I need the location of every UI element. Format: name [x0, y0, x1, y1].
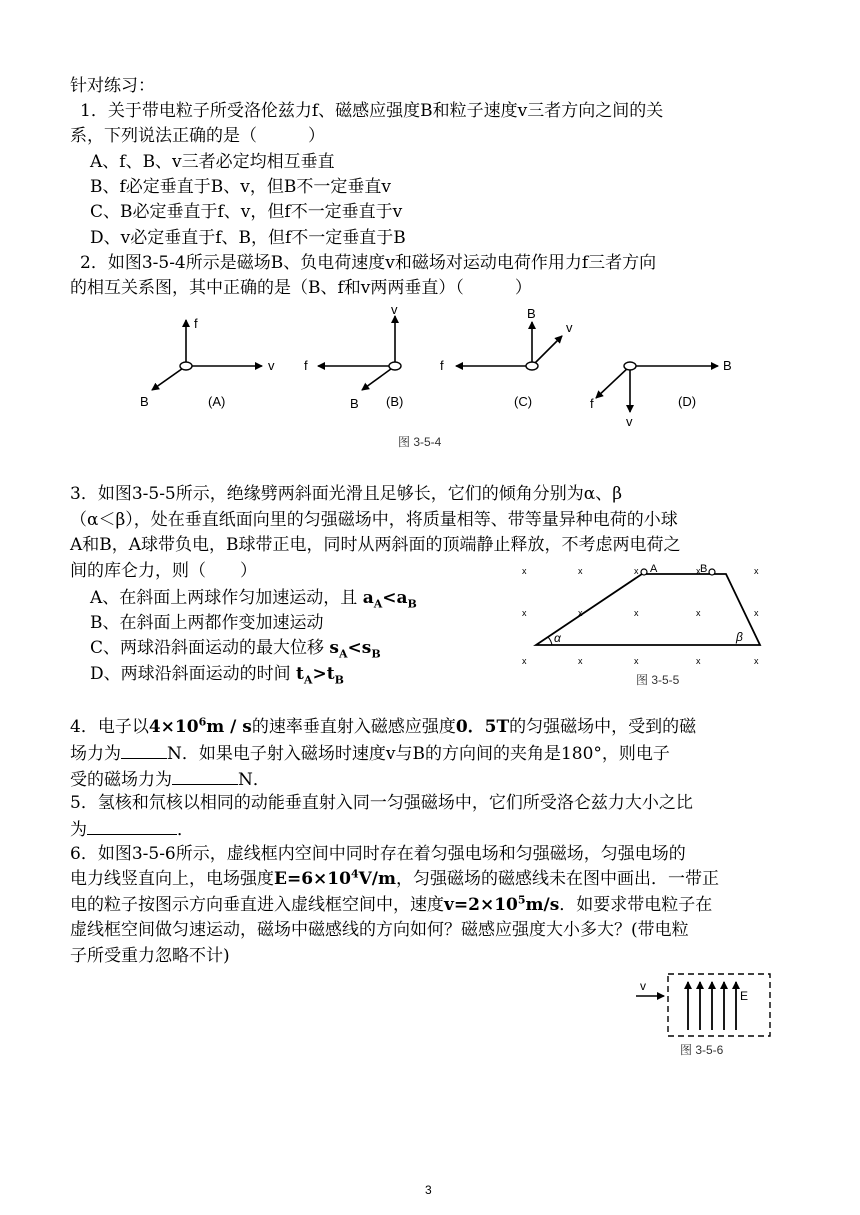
svg-text:x: x	[522, 608, 527, 618]
svg-text:x: x	[696, 566, 701, 576]
svg-text:x: x	[522, 566, 527, 576]
panel-d-f-label: f	[590, 396, 594, 411]
q1-option-a: A、f、B、v三者必定均相互垂直	[90, 152, 335, 172]
panel-c-caption: (C)	[514, 394, 533, 409]
q4-line2: 场力为 N．如果电子射入磁场时速度v与B的方向间的夹角是180°，则电子	[70, 740, 670, 766]
q4-answer-blank-2[interactable]	[172, 766, 238, 785]
q1-option-c: C、B必定垂直于f、v，但f不一定垂直于v	[90, 202, 403, 222]
panel-b-b-label: B	[350, 396, 359, 411]
panel-b-caption: (B)	[386, 394, 404, 409]
q3-option-d: D、两球沿斜面运动的时间 $t_A>t_B$	[90, 664, 344, 687]
q3-line2: （α＜β），处在垂直纸面向里的匀强磁场中，将质量相等、带等量异种电荷的小球	[70, 510, 678, 530]
q1-line2: 系，下列说法正确的是（ ）	[70, 126, 325, 146]
q3-option-b: B、在斜面上两都作变加速运动	[90, 613, 324, 633]
svg-text:x: x	[522, 656, 527, 666]
figure-3-5-4-caption: 图 3-5-4	[398, 435, 442, 449]
q1-option-d: D、v必定垂直于f、B，但f不一定垂直于B	[90, 228, 406, 248]
svg-text:x: x	[754, 566, 759, 576]
svg-text:x: x	[754, 656, 759, 666]
panel-d-caption: (D)	[678, 394, 697, 409]
q3-option-a: A、在斜面上两球作匀加速运动，且 $a_A<a_B$	[90, 588, 417, 611]
panel-c-b-label: B	[527, 306, 536, 321]
q1-line1: 1．关于带电粒子所受洛伦兹力f、磁感应强度B和粒子速度v三者方向之间的关	[80, 101, 664, 121]
q6-line3: 电的粒子按图示方向垂直进入虚线框空间中，速度$v=2\times 10^5m/s$．如要求带电粒子在	[70, 893, 713, 915]
q5-line2: 为 ．	[70, 816, 194, 842]
page-number: 3	[425, 1183, 432, 1197]
q3-option-c: C、两球沿斜面运动的最大位移 $s_A<s_B$	[90, 638, 381, 661]
q4-line1: 4．电子以$4\times 10^6m / s$的速率垂直射入磁感应强度0．5T的匀强磁场中，受到的磁	[70, 715, 697, 737]
svg-text:x: x	[578, 566, 583, 576]
figure-3-5-4	[130, 306, 750, 454]
figure-3-5-6	[630, 970, 780, 1062]
q2-line1: 2．如图3-5-4所示是磁场B、负电荷速度v和磁场对运动电荷作用力f三者方向	[80, 253, 657, 273]
q5-line1: 5．氢核和氘核以相同的动能垂直射入同一匀强磁场中，它们所受洛仑兹力大小之比	[70, 793, 693, 813]
panel-c-f-label: f	[440, 358, 444, 373]
svg-text:x: x	[696, 608, 701, 618]
svg-text:x: x	[578, 656, 583, 666]
panel-b-diagram	[304, 306, 403, 411]
svg-text:x: x	[634, 566, 639, 576]
svg-text:x: x	[634, 608, 639, 618]
figure-3-5-6-caption: 图 3-5-6	[680, 1043, 724, 1057]
q6-line2: 电力线竖直向上，电场强度$E=6\times 10^4V/m$，匀强磁场的磁感线未在图中画出．一带正	[70, 867, 719, 889]
q6-line5: 子所受重力忽略不计)	[70, 946, 230, 966]
panel-c-v-label: v	[566, 320, 573, 335]
q3-line3: A和B，A球带负电，B球带正电，同时从两斜面的顶端静止释放，不考虑两电荷之	[70, 535, 681, 555]
q4-answer-blank-1[interactable]	[121, 740, 167, 759]
alpha-label: α	[554, 631, 561, 645]
ball-b-label: B	[700, 563, 708, 575]
figure-3-5-5-caption: 图 3-5-5	[636, 673, 680, 687]
velocity-label: v	[640, 979, 646, 993]
panel-c-diagram	[440, 306, 573, 409]
panel-a-v-label: v	[268, 358, 275, 373]
figure-3-5-5	[516, 562, 772, 692]
panel-d-diagram	[590, 358, 732, 429]
field-e-label: E	[740, 989, 749, 1003]
q3-line1: 3．如图3-5-5所示，绝缘劈两斜面光滑且足够长，它们的倾角分别为α、β	[70, 484, 623, 504]
section-heading: 针对练习：	[70, 76, 155, 96]
q6-line4: 虚线框空间做匀速运动，磁场中磁感线的方向如何？磁感应强度大小多大？(带电粒	[70, 920, 689, 940]
q4-line3: 受的磁场力为 N．	[70, 766, 270, 792]
svg-text:x: x	[754, 608, 759, 618]
panel-a-caption: (A)	[208, 394, 226, 409]
svg-text:x: x	[696, 656, 701, 666]
q3-line4: 间的库仑力，则（ ）	[70, 561, 257, 581]
panel-a-diagram	[140, 316, 275, 409]
q6-line1: 6．如图3-5-6所示，虚线框内空间中同时存在着匀强电场和匀强磁场，匀强电场的	[70, 844, 686, 864]
panel-b-v-label: v	[391, 306, 398, 317]
svg-text:x: x	[634, 656, 639, 666]
ball-a-label: A	[650, 563, 658, 575]
panel-b-f-label: f	[304, 358, 308, 373]
svg-text:x: x	[578, 608, 583, 618]
q1-option-b: B、f必定垂直于B、v，但B不一定垂直v	[90, 177, 391, 197]
q5-answer-blank[interactable]	[87, 816, 177, 835]
panel-d-b-label: B	[723, 358, 732, 373]
panel-a-b-label: B	[140, 394, 149, 409]
q2-line2: 的相互关系图，其中正确的是（B、f和v两两垂直）（ ）	[70, 278, 532, 298]
panel-d-v-label: v	[626, 414, 633, 429]
panel-a-f-label: f	[194, 316, 198, 331]
beta-label: β	[736, 630, 743, 644]
